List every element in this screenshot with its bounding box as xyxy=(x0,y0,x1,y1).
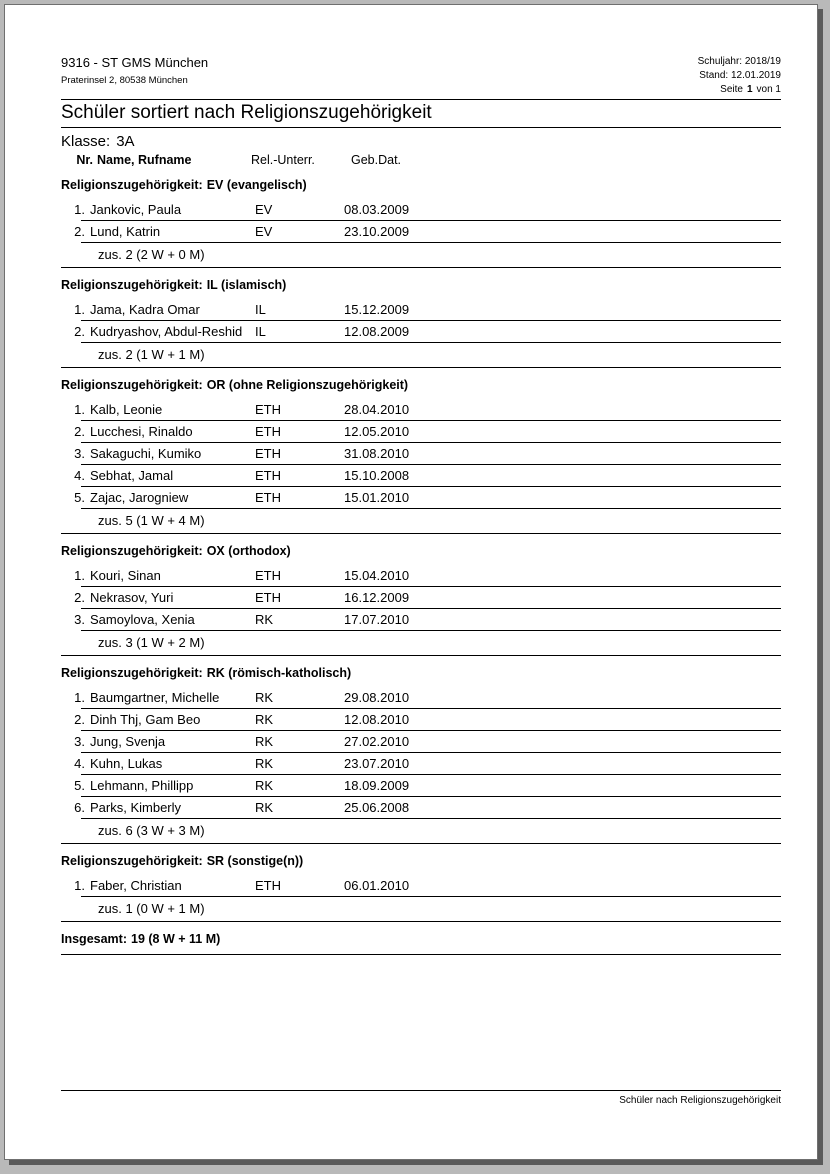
religion-class: ETH xyxy=(255,424,281,439)
column-header-birthdate: Geb.Dat. xyxy=(351,153,402,167)
religion-class: IL xyxy=(255,302,266,317)
footer-text: Schüler nach Religionszugehörigkeit xyxy=(619,1095,781,1106)
religion-groups xyxy=(61,177,781,922)
group-rule xyxy=(61,367,781,368)
student-list xyxy=(74,299,781,343)
row-number: 3. xyxy=(74,612,85,627)
student-row xyxy=(74,299,781,321)
row-number: 2. xyxy=(74,224,85,239)
student-name: Kouri, Sinan xyxy=(90,568,161,583)
page-footer xyxy=(61,1090,781,1106)
row-number: 1. xyxy=(74,568,85,583)
row-number: 2. xyxy=(74,424,85,439)
student-list xyxy=(74,199,781,243)
birth-date: 23.10.2009 xyxy=(344,224,410,239)
group-label: Religionszugehörigkeit: xyxy=(61,544,203,558)
birth-date: 12.05.2010 xyxy=(344,424,410,439)
page-indicator xyxy=(698,83,781,97)
birth-date: 15.12.2009 xyxy=(344,302,410,317)
religion-class: RK xyxy=(255,734,274,749)
group-label: Religionszugehörigkeit: xyxy=(61,278,203,292)
group-rule xyxy=(61,533,781,534)
grand-total xyxy=(61,931,781,955)
student-name: Faber, Christian xyxy=(90,878,182,893)
student-name: Zajac, Jarogniew xyxy=(90,490,189,505)
row-number: 2. xyxy=(74,324,85,339)
group-name: IL (islamisch) xyxy=(206,278,287,292)
student-row xyxy=(74,709,781,731)
group-summary: zus. 1 (0 W + 1 M) xyxy=(98,901,205,916)
student-list xyxy=(74,875,781,897)
group-heading xyxy=(61,177,781,193)
row-number: 3. xyxy=(74,446,85,461)
student-row xyxy=(74,731,781,753)
column-header-name: Name, Rufname xyxy=(97,153,192,167)
group-rule xyxy=(61,921,781,922)
group-label: Religionszugehörigkeit: xyxy=(61,378,203,392)
total-label: Insgesamt: xyxy=(61,932,127,946)
student-list xyxy=(74,565,781,631)
religion-group xyxy=(61,277,781,368)
page-title: Schüler sortiert nach Religionszugehörigkeit xyxy=(61,100,781,128)
student-row xyxy=(74,321,781,343)
birth-date: 06.01.2010 xyxy=(344,878,410,893)
student-name: Jankovic, Paula xyxy=(90,202,182,217)
religion-class: ETH xyxy=(255,568,281,583)
student-row xyxy=(74,465,781,487)
student-row xyxy=(74,775,781,797)
class-label: Klasse: xyxy=(61,133,111,150)
column-headers xyxy=(61,151,781,168)
row-number: 1. xyxy=(74,202,85,217)
row-number: 2. xyxy=(74,590,85,605)
religion-class: ETH xyxy=(255,446,281,461)
column-header-nr: Nr. xyxy=(76,153,93,167)
student-row xyxy=(74,399,781,421)
student-name: Kuhn, Lukas xyxy=(90,756,163,771)
row-number: 5. xyxy=(74,490,85,505)
birth-date: 15.01.2010 xyxy=(344,490,410,505)
student-name: Baumgartner, Michelle xyxy=(90,690,220,705)
group-rule xyxy=(61,655,781,656)
student-row xyxy=(74,797,781,819)
row-number: 5. xyxy=(74,778,85,793)
birth-date: 15.04.2010 xyxy=(344,568,410,583)
student-list xyxy=(74,687,781,819)
religion-class: EV xyxy=(255,224,273,239)
birth-date: 18.09.2009 xyxy=(344,778,410,793)
school-name: 9316 - ST GMS München xyxy=(61,55,209,70)
group-heading xyxy=(61,377,781,393)
row-number: 3. xyxy=(74,734,85,749)
student-list xyxy=(74,399,781,509)
group-name: EV (evangelisch) xyxy=(206,178,307,192)
group-heading xyxy=(61,665,781,681)
religion-class: ETH xyxy=(255,468,281,483)
student-name: Sakaguchi, Kumiko xyxy=(90,446,202,461)
religion-group xyxy=(61,853,781,922)
birth-date: 17.07.2010 xyxy=(344,612,410,627)
student-row xyxy=(74,875,781,897)
class-line xyxy=(61,133,781,151)
birth-date: 12.08.2009 xyxy=(344,324,410,339)
student-name: Kalb, Leonie xyxy=(90,402,163,417)
total-value: 19 (8 W + 11 M) xyxy=(131,932,221,946)
religion-class: EV xyxy=(255,202,273,217)
religion-group xyxy=(61,543,781,656)
page-number: 1 xyxy=(746,84,753,95)
birth-date: 15.10.2008 xyxy=(344,468,410,483)
religion-class: ETH xyxy=(255,490,281,505)
group-rule xyxy=(61,267,781,268)
student-row xyxy=(74,221,781,243)
group-name: RK (römisch-katholisch) xyxy=(206,666,352,680)
row-number: 2. xyxy=(74,712,85,727)
birth-date: 27.02.2010 xyxy=(344,734,410,749)
student-row xyxy=(74,443,781,465)
birth-date: 29.08.2010 xyxy=(344,690,410,705)
religion-class: RK xyxy=(255,612,274,627)
report-page xyxy=(4,4,818,1160)
birth-date: 25.06.2008 xyxy=(344,800,410,815)
row-number: 6. xyxy=(74,800,85,815)
student-name: Sebhat, Jamal xyxy=(90,468,174,483)
religion-class: IL xyxy=(255,324,266,339)
row-number: 1. xyxy=(74,402,85,417)
student-row xyxy=(74,753,781,775)
row-number: 1. xyxy=(74,878,85,893)
religion-class: ETH xyxy=(255,590,281,605)
group-summary: zus. 3 (1 W + 2 M) xyxy=(98,635,205,650)
student-name: Nekrasov, Yuri xyxy=(90,590,174,605)
student-row xyxy=(74,587,781,609)
group-heading xyxy=(61,277,781,293)
birth-date: 16.12.2009 xyxy=(344,590,410,605)
birth-date: 12.08.2010 xyxy=(344,712,410,727)
student-name: Parks, Kimberly xyxy=(90,800,182,815)
student-row xyxy=(74,487,781,509)
religion-class: ETH xyxy=(255,878,281,893)
schuljahr: Schuljahr: 2018/19 xyxy=(697,56,781,67)
group-heading xyxy=(61,543,781,559)
student-row xyxy=(74,421,781,443)
group-summary: zus. 5 (1 W + 4 M) xyxy=(98,513,205,528)
group-summary: zus. 2 (2 W + 0 M) xyxy=(98,247,205,262)
student-row xyxy=(74,609,781,631)
birth-date: 28.04.2010 xyxy=(344,402,410,417)
group-heading xyxy=(61,853,781,869)
group-label: Religionszugehörigkeit: xyxy=(61,854,203,868)
student-name: Kudryashov, Abdul-Reshid xyxy=(90,324,243,339)
student-name: Samoylova, Xenia xyxy=(90,612,195,627)
religion-class: RK xyxy=(255,756,274,771)
group-summary: zus. 6 (3 W + 3 M) xyxy=(98,823,205,838)
student-name: Jung, Svenja xyxy=(90,734,166,749)
report-content xyxy=(61,54,781,955)
religion-class: RK xyxy=(255,778,274,793)
column-header-religion: Rel.-Unterr. xyxy=(251,153,315,167)
group-label: Religionszugehörigkeit: xyxy=(61,178,203,192)
row-number: 4. xyxy=(74,468,85,483)
religion-group xyxy=(61,377,781,534)
religion-class: RK xyxy=(255,690,274,705)
student-name: Dinh Thj, Gam Beo xyxy=(90,712,201,727)
row-number: 1. xyxy=(74,302,85,317)
religion-class: ETH xyxy=(255,402,281,417)
birth-date: 08.03.2009 xyxy=(344,202,410,217)
row-number: 1. xyxy=(74,690,85,705)
report-header xyxy=(61,54,781,99)
student-name: Jama, Kadra Omar xyxy=(90,302,200,317)
school-address: Praterinsel 2, 80538 München xyxy=(61,75,188,86)
group-summary: zus. 2 (1 W + 1 M) xyxy=(98,347,205,362)
birth-date: 31.08.2010 xyxy=(344,446,410,461)
report-meta xyxy=(698,55,781,97)
group-name: SR (sonstige(n)) xyxy=(206,854,304,868)
birth-date: 23.07.2010 xyxy=(344,756,410,771)
row-number: 4. xyxy=(74,756,85,771)
student-name: Lucchesi, Rinaldo xyxy=(90,424,193,439)
student-row xyxy=(74,687,781,709)
group-name: OX (orthodox) xyxy=(206,544,291,558)
group-label: Religionszugehörigkeit: xyxy=(61,666,203,680)
student-name: Lund, Katrin xyxy=(90,224,161,239)
student-row xyxy=(74,199,781,221)
page-suffix: von 1 xyxy=(756,84,781,95)
group-name: OR (ohne Religionszugehörigkeit) xyxy=(206,378,409,392)
stand-date: Stand: 12.01.2019 xyxy=(699,70,781,81)
student-name: Lehmann, Phillipp xyxy=(90,778,194,793)
religion-group xyxy=(61,177,781,268)
religion-class: RK xyxy=(255,712,274,727)
class-value: 3A xyxy=(116,133,135,150)
group-rule xyxy=(61,843,781,844)
religion-class: RK xyxy=(255,800,274,815)
religion-group xyxy=(61,665,781,844)
page-prefix: Seite xyxy=(720,84,743,95)
student-row xyxy=(74,565,781,587)
